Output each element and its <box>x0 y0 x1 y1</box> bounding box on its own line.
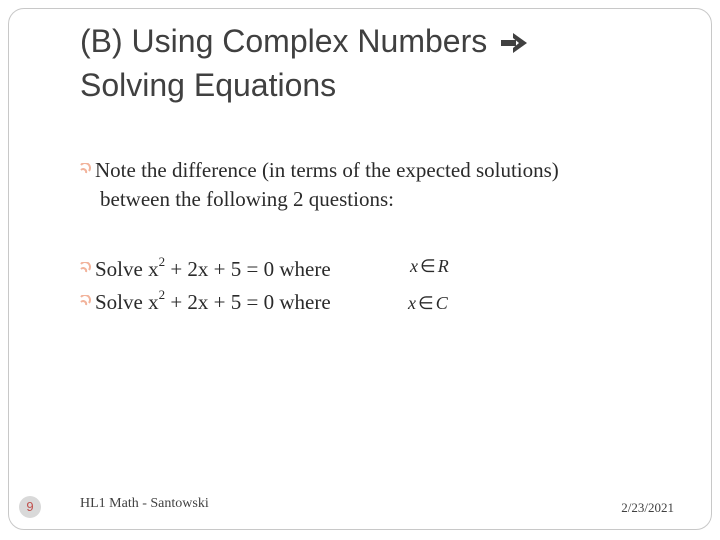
right-arrow-icon <box>500 22 528 64</box>
bullet-icon <box>78 288 92 302</box>
bullet-icon <box>78 255 92 269</box>
page-number: 9 <box>19 496 41 518</box>
footer-date: 2/23/2021 <box>621 500 674 515</box>
title-line-1 <box>80 20 680 64</box>
slide-title <box>80 20 680 106</box>
question-2 <box>78 288 331 317</box>
title-text-1: (B) Using Complex Numbers <box>80 23 488 59</box>
note-text-line-1: Note the difference (in terms of the expected solutions) <box>95 158 559 182</box>
bullet-icon <box>78 156 92 170</box>
q1-prefix: Solve x <box>95 257 159 281</box>
q1-exponent: 2 <box>158 254 166 269</box>
q2-math-condition <box>408 293 448 314</box>
q1-math-op: ∈ <box>420 256 436 276</box>
note-bullet <box>78 156 658 214</box>
q2-suffix: + 2x + 5 = 0 where <box>165 290 331 314</box>
q2-math-var: x <box>408 293 416 313</box>
q1-math-condition <box>410 256 449 277</box>
q1-math-set: R <box>437 256 449 276</box>
q1-suffix: + 2x + 5 = 0 where <box>165 257 331 281</box>
q2-prefix: Solve x <box>95 290 159 314</box>
q2-math-op: ∈ <box>418 293 434 313</box>
note-text-line-2: between the following 2 questions: <box>100 187 394 211</box>
q1-math-var: x <box>410 256 418 276</box>
q2-math-set: C <box>435 293 448 313</box>
footer-author: HL1 Math - Santowski <box>80 496 209 511</box>
q2-exponent: 2 <box>158 287 166 302</box>
title-line-2: Solving Equations <box>80 67 337 103</box>
question-1 <box>78 255 331 284</box>
